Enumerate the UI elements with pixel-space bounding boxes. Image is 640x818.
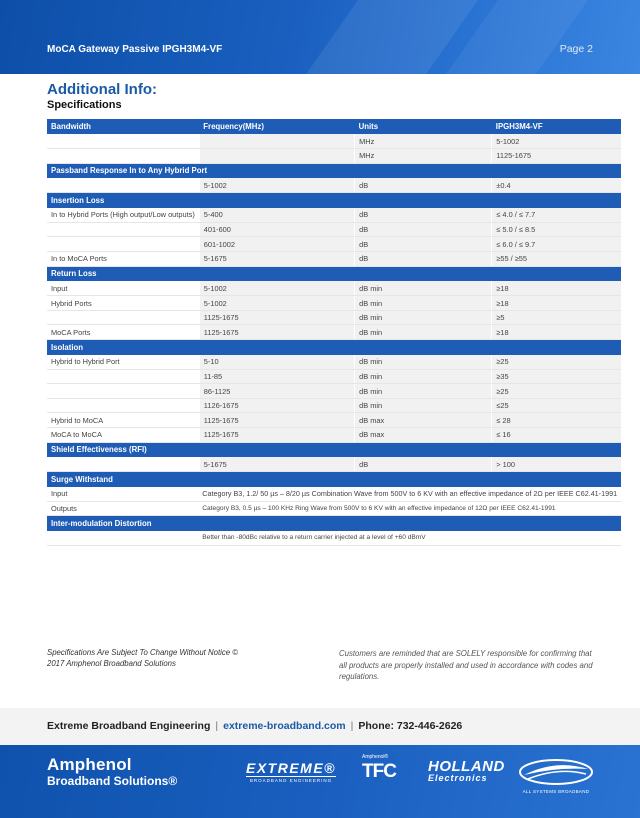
units-cell: dB xyxy=(355,222,492,237)
units-cell: dB min xyxy=(355,384,492,399)
company-name: Extreme Broadband Engineering xyxy=(47,720,211,732)
logo-text: Electronics xyxy=(428,773,488,783)
separator: | xyxy=(350,720,354,732)
section-title: Surge Withstand xyxy=(47,472,621,487)
value-cell: ≤ 4.0 / ≤ 7.7 xyxy=(492,208,621,223)
value-cell: ≥25 xyxy=(492,355,621,370)
table-row xyxy=(47,310,621,325)
param-cell xyxy=(47,384,199,399)
section-row xyxy=(47,442,621,457)
value-cell: 5-1002 xyxy=(492,134,621,149)
value-cell: ≤ 6.0 / ≤ 9.7 xyxy=(492,237,621,252)
table-row xyxy=(47,355,621,370)
surge-outputs-text: Category B3, 0.5 µs – 100 KHz Ring Wave from 500V to 6 KV with an effective impedance of 12Ω per IEEE C62.41-1991 xyxy=(199,501,621,516)
page-number: Page 2 xyxy=(559,43,593,55)
value-cell: 1125-1675 xyxy=(492,149,621,164)
frequency-cell: 601-1002 xyxy=(199,237,354,252)
units-cell: dB min xyxy=(355,310,492,325)
param-cell xyxy=(47,457,199,472)
extreme-logo xyxy=(246,760,336,783)
table-row xyxy=(47,134,621,149)
table-row xyxy=(47,428,621,443)
section-title: Inter-modulation Distortion xyxy=(47,516,621,531)
table-row xyxy=(47,149,621,164)
intermod-text: Better than -80dBc relative to a return carrier injected at a level of +60 dBmV xyxy=(199,531,621,546)
frequency-cell: 5-1675 xyxy=(199,457,354,472)
frequency-cell xyxy=(199,149,354,164)
surge-input-text: Category B3, 1.2/ 50 µs – 8/20 µs Combination Wave from 500V to 6 KV with an effective impedance of 2Ω per IEEE C62.41-1991 xyxy=(199,487,621,502)
value-cell: ≥18 xyxy=(492,281,621,296)
units-cell: dB min xyxy=(355,281,492,296)
frequency-cell: 11-85 xyxy=(199,369,354,384)
logo-text: Amphenol® xyxy=(362,754,389,760)
units-cell: dB max xyxy=(355,413,492,428)
section-title: Shield Effectiveness (RFI) xyxy=(47,442,621,457)
section-row xyxy=(47,340,621,355)
table-row xyxy=(47,531,621,546)
param-cell xyxy=(47,149,199,164)
logo-text: EXTREME® xyxy=(246,760,336,776)
column-header: Units xyxy=(355,119,492,134)
table-row xyxy=(47,237,621,252)
value-cell: ≥55 / ≥55 xyxy=(492,252,621,267)
param-cell: Hybrid to MoCA xyxy=(47,413,199,428)
section-row xyxy=(47,472,621,487)
table-row xyxy=(47,222,621,237)
logo-text: BROADBAND ENGINEERING xyxy=(246,776,336,783)
frequency-cell: 1126-1675 xyxy=(199,398,354,413)
section-title: Isolation xyxy=(47,340,621,355)
column-header: IPGH3M4-VF xyxy=(492,119,621,134)
frequency-cell xyxy=(199,134,354,149)
units-cell: dB xyxy=(355,237,492,252)
table-row xyxy=(47,252,621,267)
param-cell: Hybrid to Hybrid Port xyxy=(47,355,199,370)
column-header: Bandwidth xyxy=(47,119,199,134)
value-cell: ≥5 xyxy=(492,310,621,325)
param-cell xyxy=(47,237,199,252)
section-row xyxy=(47,193,621,208)
all-systems-logo xyxy=(518,757,594,794)
frequency-cell: 401-600 xyxy=(199,222,354,237)
units-cell: dB xyxy=(355,252,492,267)
table-row xyxy=(47,325,621,340)
contact-line xyxy=(47,720,462,732)
units-cell: dB xyxy=(355,457,492,472)
table-row xyxy=(47,457,621,472)
notice-line: 2017 Amphenol Broadband Solutions xyxy=(47,658,176,668)
logo-text: ALL SYSTEMS BROADBAND xyxy=(522,789,590,794)
subsection-heading: Specifications xyxy=(47,99,122,111)
frequency-cell: 5-400 xyxy=(199,208,354,223)
units-cell: dB min xyxy=(355,369,492,384)
table-row xyxy=(47,384,621,399)
units-cell: MHz xyxy=(355,134,492,149)
logo-text: Amphenol xyxy=(47,755,132,774)
frequency-cell: 1125-1675 xyxy=(199,310,354,325)
param-cell xyxy=(47,310,199,325)
document-title: MoCA Gateway Passive IPGH3M4-VF xyxy=(47,44,223,55)
frequency-cell: 1125-1675 xyxy=(199,413,354,428)
change-notice xyxy=(47,648,287,669)
param-cell xyxy=(47,222,199,237)
value-cell: ≤ 5.0 / ≤ 8.5 xyxy=(492,222,621,237)
separator: | xyxy=(215,720,219,732)
param-cell: MoCA Ports xyxy=(47,325,199,340)
value-cell: > 100 xyxy=(492,457,621,472)
holland-logo xyxy=(428,758,505,783)
footer-logos xyxy=(0,745,640,818)
customer-notice: Customers are reminded that are SOLELY responsible for confirming that all products are properly installed and used in accordance with codes and regulations. xyxy=(339,649,593,681)
table-row xyxy=(47,281,621,296)
table-row xyxy=(47,413,621,428)
value-cell: ±0.4 xyxy=(492,178,621,193)
specifications-table xyxy=(47,119,621,546)
header-bar xyxy=(0,0,640,74)
frequency-cell: 1125-1675 xyxy=(199,325,354,340)
units-cell: MHz xyxy=(355,149,492,164)
logo-text: Broadband Solutions® xyxy=(47,774,178,788)
value-cell: ≥18 xyxy=(492,296,621,311)
logo-text: TFC xyxy=(362,761,396,782)
table-row xyxy=(47,487,621,502)
units-cell: dB xyxy=(355,178,492,193)
table-row xyxy=(47,208,621,223)
section-title: Return Loss xyxy=(47,266,621,281)
param-cell: Input xyxy=(47,487,199,502)
param-cell xyxy=(47,398,199,413)
section-row xyxy=(47,266,621,281)
value-cell: ≤ 16 xyxy=(492,428,621,443)
amphenol-logo xyxy=(47,755,177,788)
param-cell: In to MoCA Ports xyxy=(47,252,199,267)
value-cell: ≤ 28 xyxy=(492,413,621,428)
units-cell: dB min xyxy=(355,398,492,413)
frequency-cell: 86-1125 xyxy=(199,384,354,399)
param-cell: MoCA to MoCA xyxy=(47,428,199,443)
website-link[interactable]: extreme-broadband.com xyxy=(223,720,346,732)
frequency-cell: 5-1002 xyxy=(199,178,354,193)
table-row xyxy=(47,501,621,516)
units-cell: dB min xyxy=(355,325,492,340)
section-row xyxy=(47,163,621,178)
frequency-cell: 5-1002 xyxy=(199,296,354,311)
param-cell xyxy=(47,178,199,193)
param-cell: Input xyxy=(47,281,199,296)
phone-number: Phone: 732-446-2626 xyxy=(358,720,463,732)
contact-bar xyxy=(0,708,640,745)
section-title: Passband Response In to Any Hybrid Port xyxy=(47,163,621,178)
param-cell xyxy=(47,134,199,149)
table-row xyxy=(47,178,621,193)
swoosh-icon xyxy=(518,757,594,787)
frequency-cell: 5-10 xyxy=(199,355,354,370)
frequency-cell: 5-1675 xyxy=(199,252,354,267)
param-cell: Outputs xyxy=(47,501,199,516)
units-cell: dB min xyxy=(355,355,492,370)
table-row xyxy=(47,296,621,311)
value-cell: ≥18 xyxy=(492,325,621,340)
param-cell: In to Hybrid Ports (High output/Low outputs) xyxy=(47,208,199,223)
frequency-cell: 1125-1675 xyxy=(199,428,354,443)
section-heading: Additional Info: xyxy=(47,81,157,98)
units-cell: dB min xyxy=(355,296,492,311)
logo-text: HOLLAND xyxy=(428,758,505,775)
table-row xyxy=(47,369,621,384)
value-cell: ≥35 xyxy=(492,369,621,384)
value-cell: ≤25 xyxy=(492,398,621,413)
param-cell xyxy=(47,531,199,546)
notice-line: Specifications Are Subject To Change Without Notice © xyxy=(47,648,239,657)
param-cell: Hybrid Ports xyxy=(47,296,199,311)
column-header: Frequency(MHz) xyxy=(199,119,354,134)
table-row xyxy=(47,398,621,413)
units-cell: dB max xyxy=(355,428,492,443)
units-cell: dB xyxy=(355,208,492,223)
value-cell: ≥25 xyxy=(492,384,621,399)
table-header-row xyxy=(47,119,621,134)
tfc-logo xyxy=(362,754,396,783)
section-row xyxy=(47,516,621,531)
section-title: Insertion Loss xyxy=(47,193,621,208)
frequency-cell: 5-1002 xyxy=(199,281,354,296)
param-cell xyxy=(47,369,199,384)
